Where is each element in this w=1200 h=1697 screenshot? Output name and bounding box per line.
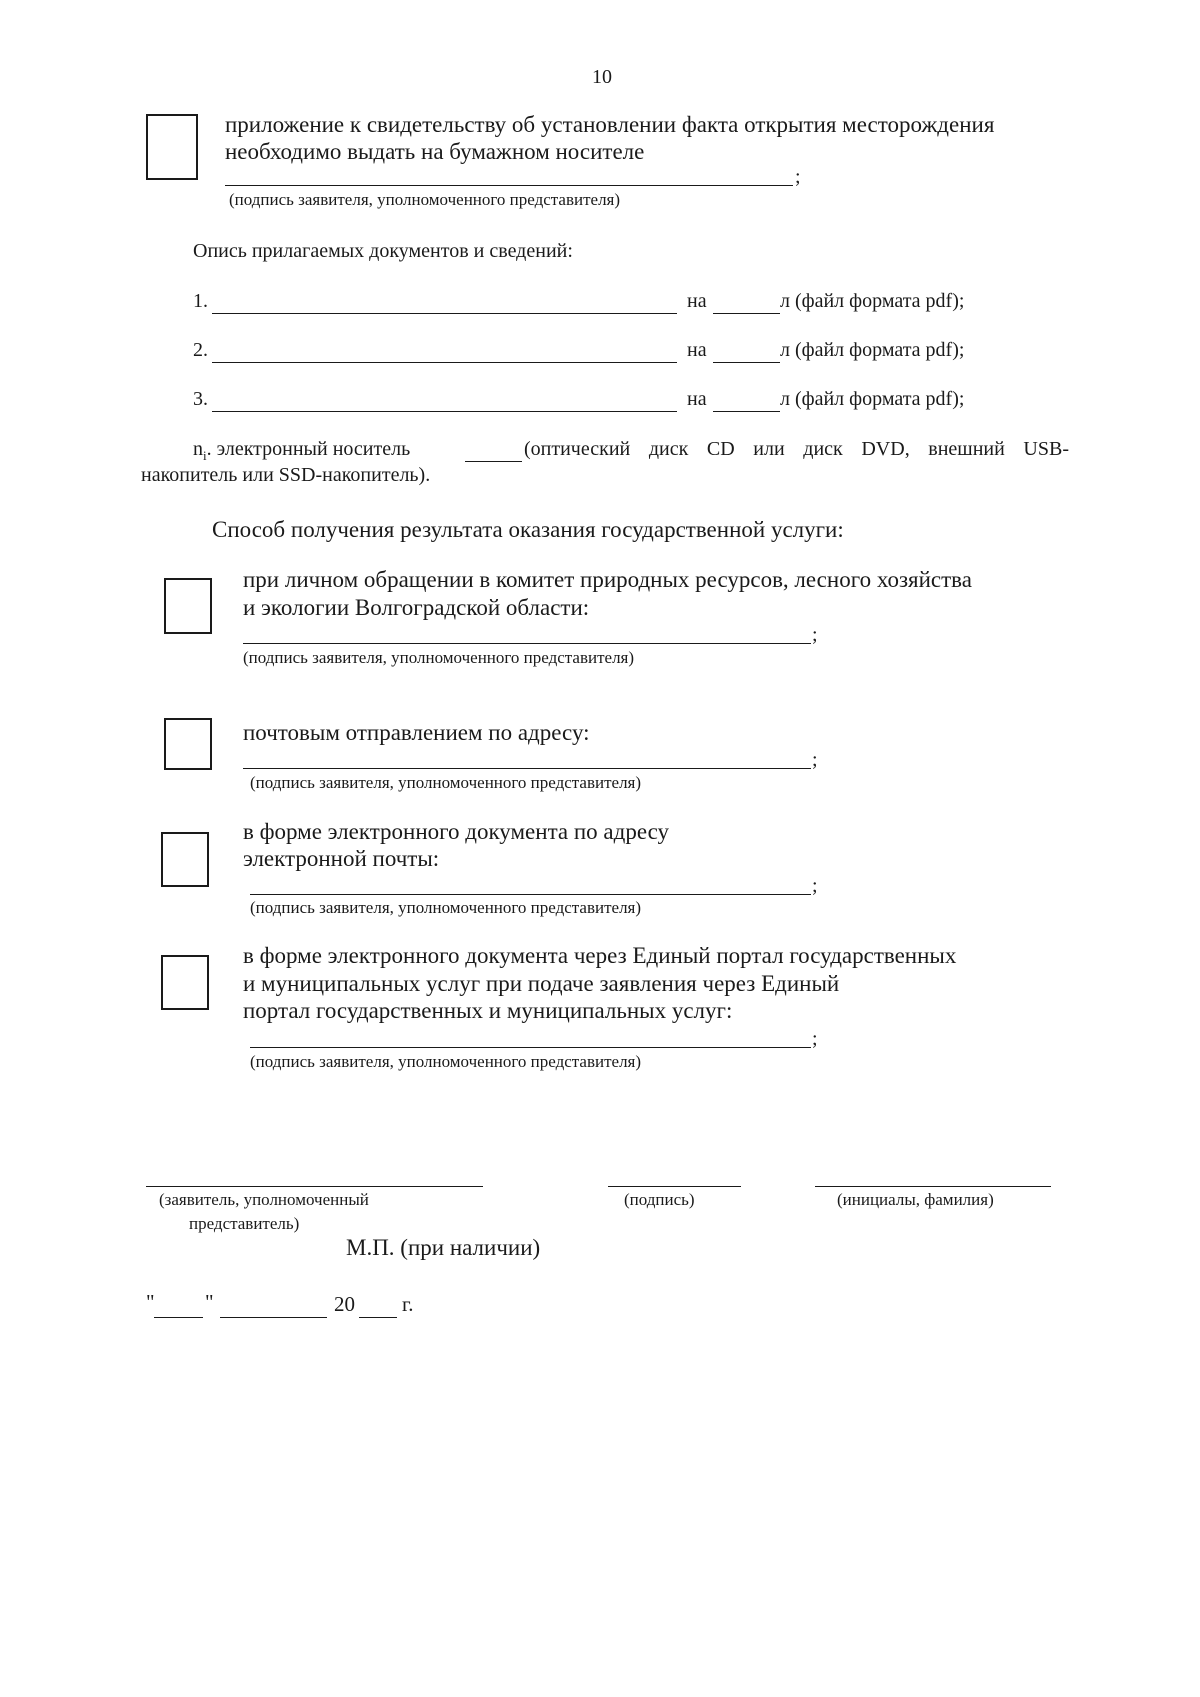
in-person-signature-line[interactable] [243,643,811,644]
carrier-subscript: i [203,448,207,463]
date-day-line[interactable] [154,1317,203,1318]
inventory-row-suffix: л (файл формата pdf); [780,290,965,312]
post-signature-caption: (подпись заявителя, уполномоченного представителя) [250,773,642,792]
carrier-count-line[interactable] [465,461,522,462]
carrier-label: . электронный носитель [206,438,411,460]
inventory-row-na: на [687,290,707,312]
carrier-line2: накопитель или SSD-накопитель). [141,464,431,486]
portal-end-mark: ; [812,1028,818,1050]
inventory-row-pages-line[interactable] [713,313,780,314]
paper-end-mark: ; [795,166,801,188]
applicant-caption-line2: представитель) [189,1214,300,1233]
inventory-row-title-line[interactable] [212,313,677,314]
paper-option-line1: приложение к свидетельству об установлении факта открытия месторождения [225,112,995,137]
paper-option-line2: необходимо выдать на бумажном носителе [225,139,645,164]
initials-line[interactable] [815,1186,1051,1187]
inventory-row-suffix: л (файл формата pdf); [780,388,965,410]
initials-caption: (инициалы, фамилия) [837,1190,994,1209]
signature-line[interactable] [608,1186,741,1187]
applicant-line[interactable] [146,1186,483,1187]
result-method-heading: Способ получения результата оказания государственной услуги: [212,517,844,542]
inventory-row-title-line[interactable] [212,362,677,363]
inventory-row-number: 1. [193,290,208,312]
inventory-row-title-line[interactable] [212,411,677,412]
email-signature-line[interactable] [250,894,811,895]
inventory-row-na: на [687,339,707,361]
date-month-line[interactable] [220,1317,327,1318]
email-checkbox[interactable] [161,832,209,887]
inventory-row-pages-line[interactable] [713,362,780,363]
portal-line1: в форме электронного документа через Единый портал государственных [243,943,957,968]
portal-checkbox[interactable] [161,955,209,1010]
in-person-line2: и экологии Волгоградской области: [243,595,590,620]
carrier-options: (оптический диск CD или диск DVD, внешний USB- [524,438,1069,460]
portal-signature-line[interactable] [250,1047,811,1048]
inventory-row-number: 3. [193,388,208,410]
portal-line2: и муниципальных услуг при подаче заявления через Единый [243,971,840,996]
applicant-caption-line1: (заявитель, уполномоченный [159,1190,369,1209]
in-person-end-mark: ; [812,624,818,646]
signature-caption: (подпись) [624,1190,695,1209]
date-year-line[interactable] [359,1317,397,1318]
inventory-row-na: на [687,388,707,410]
post-line1: почтовым отправлением по адресу: [243,720,590,745]
paper-signature-caption: (подпись заявителя, уполномоченного представителя) [229,190,621,209]
seal-label: М.П. (при наличии) [346,1235,541,1260]
inventory-heading: Опись прилагаемых документов и сведений: [193,240,573,262]
email-line2: электронной почты: [243,846,440,871]
paper-copy-checkbox[interactable] [146,114,198,180]
in-person-signature-caption: (подпись заявителя, уполномоченного представителя) [243,648,635,667]
paper-signature-line[interactable] [225,185,793,186]
inventory-row-pages-line[interactable] [713,411,780,412]
in-person-line1: при личном обращении в комитет природных ресурсов, лесного хозяйства [243,567,972,592]
inventory-row-suffix: л (файл формата pdf); [780,339,965,361]
email-end-mark: ; [812,875,818,897]
page-number: 10 [592,66,612,88]
carrier-prefix: n [193,438,203,460]
date-quote-close: " [205,1290,214,1314]
portal-signature-caption: (подпись заявителя, уполномоченного представителя) [250,1052,642,1071]
date-year-suffix: г. [402,1292,414,1316]
inventory-row-number: 2. [193,339,208,361]
portal-line3: портал государственных и муниципальных услуг: [243,998,733,1023]
post-checkbox[interactable] [164,718,212,770]
date-year-prefix: 20 [334,1292,355,1316]
date-quote-open: " [146,1290,155,1314]
post-signature-line[interactable] [243,768,811,769]
email-signature-caption: (подпись заявителя, уполномоченного представителя) [250,898,642,917]
in-person-checkbox[interactable] [164,578,212,634]
email-line1: в форме электронного документа по адресу [243,819,670,844]
post-end-mark: ; [812,749,818,771]
